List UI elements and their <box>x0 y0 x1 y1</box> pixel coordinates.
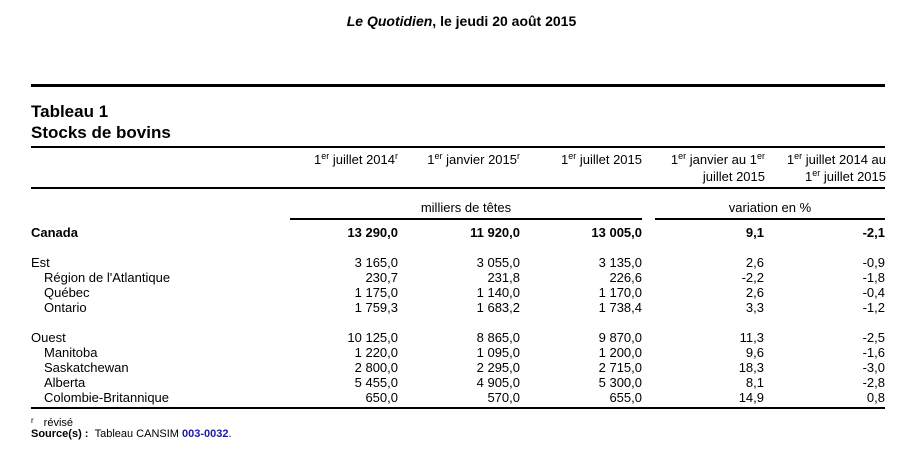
cell-value: 8 865,0 <box>476 330 520 345</box>
cell-value: 1 759,3 <box>354 300 398 315</box>
cell-value: 1 220,0 <box>354 345 398 360</box>
cell-value: 11 920,0 <box>470 225 520 240</box>
table-caption: Stocks de bovins <box>31 123 171 142</box>
row-label: Ouest <box>31 330 66 345</box>
column-header-jul-2014: 1er juillet 2014$^r$ <box>313 151 398 167</box>
cell-value: 1 738,4 <box>598 300 642 315</box>
column-header-var-annual: 1er juillet 2014 au 1er juillet 2015 <box>786 151 886 184</box>
row-label: Alberta <box>44 375 86 390</box>
cell-value: 650,0 <box>365 390 398 405</box>
column-header-jan-2015: 1er janvier 2015$^r$ <box>427 151 520 167</box>
column-header-var-jan-jul: 1er janvier au 1er juillet 2015 <box>670 151 765 184</box>
cansim-link[interactable]: 003-0032 <box>182 428 229 440</box>
table-row <box>31 255 885 270</box>
row-label: Colombie-Britannique <box>44 390 170 405</box>
cell-value: -0,4 <box>862 285 885 300</box>
header-rule <box>31 187 885 189</box>
cell-value: 13 290,0 <box>347 225 398 240</box>
cell-value: 3 135,0 <box>598 255 642 270</box>
cell-value: 1 200,0 <box>598 345 642 360</box>
publication-name: Le Quotidien <box>346 13 433 29</box>
cell-value: 14,9 <box>738 390 764 405</box>
cell-value: 13 005,0 <box>591 225 642 240</box>
row-label: Est <box>31 255 50 270</box>
unit-stocks-rule <box>290 218 642 220</box>
cell-value: 2 800,0 <box>354 360 398 375</box>
cell-value: 1 683,2 <box>476 300 520 315</box>
cell-value: 18,3 <box>738 360 764 375</box>
table-row <box>31 285 885 300</box>
source-label: Source(s) : <box>31 428 89 440</box>
cell-value: 1 095,0 <box>476 345 520 360</box>
cell-value: -3,0 <box>862 360 885 375</box>
cell-value: 11,3 <box>739 330 764 345</box>
cell-value: 3,3 <box>745 300 764 315</box>
cell-value: 5 455,0 <box>354 375 398 390</box>
table-title <box>31 101 171 143</box>
footnote-source: Source(s) : Tableau CANSIM 003-0032. <box>31 428 232 440</box>
cell-value: 9,6 <box>745 345 764 360</box>
table-row <box>31 225 885 240</box>
row-label: Québec <box>44 285 90 300</box>
row-label: Région de l'Atlantique <box>44 270 171 285</box>
cell-value: -1,2 <box>862 300 885 315</box>
cell-value: 226,6 <box>609 270 642 285</box>
cell-value: 1 170,0 <box>598 285 642 300</box>
publication-date: , le jeudi 20 août 2015 <box>432 13 577 29</box>
row-label: Saskatchewan <box>44 360 129 375</box>
cell-value: 231,8 <box>487 270 520 285</box>
row-label: Manitoba <box>44 345 98 360</box>
table-row <box>31 330 885 345</box>
cell-value: 230,7 <box>365 270 398 285</box>
cell-value: 2 715,0 <box>598 360 642 375</box>
cell-value: -2,8 <box>862 375 885 390</box>
row-label: Ontario <box>44 300 87 315</box>
column-header-jul-2015: 1er juillet 2015 <box>560 151 642 167</box>
cell-value: -2,2 <box>741 270 764 285</box>
cell-value: 4 905,0 <box>476 375 520 390</box>
unit-variation: variation en % <box>728 200 812 215</box>
cell-value: 3 055,0 <box>476 255 520 270</box>
row-label: Canada <box>31 225 78 240</box>
publication-header <box>0 13 923 29</box>
top-rule <box>31 84 885 87</box>
cell-value: -0,9 <box>862 255 885 270</box>
table-row <box>31 345 885 360</box>
table-row <box>31 270 885 285</box>
cell-value: 10 125,0 <box>347 330 398 345</box>
cell-value: 9,1 <box>745 225 764 240</box>
cell-value: -1,8 <box>862 270 885 285</box>
cell-value: 3 165,0 <box>354 255 398 270</box>
cell-value: 2,6 <box>745 255 764 270</box>
source-text: Tableau CANSIM <box>94 428 183 440</box>
cell-value: 1 140,0 <box>476 285 520 300</box>
cell-value: 1 175,0 <box>354 285 398 300</box>
cell-value: -2,5 <box>862 330 885 345</box>
cell-value: -1,6 <box>862 345 885 360</box>
cell-value: 2 295,0 <box>476 360 520 375</box>
cell-value: 8,1 <box>745 375 764 390</box>
cell-value: 655,0 <box>609 390 642 405</box>
cell-value: 0,8 <box>866 390 885 405</box>
revised-symbol: r <box>31 416 34 425</box>
unit-variation-rule <box>655 218 885 220</box>
revised-text: révisé <box>43 417 74 429</box>
unit-stocks: milliers de têtes <box>420 200 512 215</box>
table-row <box>31 390 885 405</box>
cell-value: 9 870,0 <box>598 330 642 345</box>
table-row <box>31 375 885 390</box>
table-row <box>31 300 885 315</box>
table-row <box>31 360 885 375</box>
cell-value: 2,6 <box>745 285 764 300</box>
bottom-rule <box>31 407 885 409</box>
cell-value: 5 300,0 <box>598 375 642 390</box>
title-rule <box>31 146 885 148</box>
cell-value: -2,1 <box>862 225 885 240</box>
cell-value: 570,0 <box>487 390 520 405</box>
table-number: Tableau 1 <box>31 102 109 121</box>
